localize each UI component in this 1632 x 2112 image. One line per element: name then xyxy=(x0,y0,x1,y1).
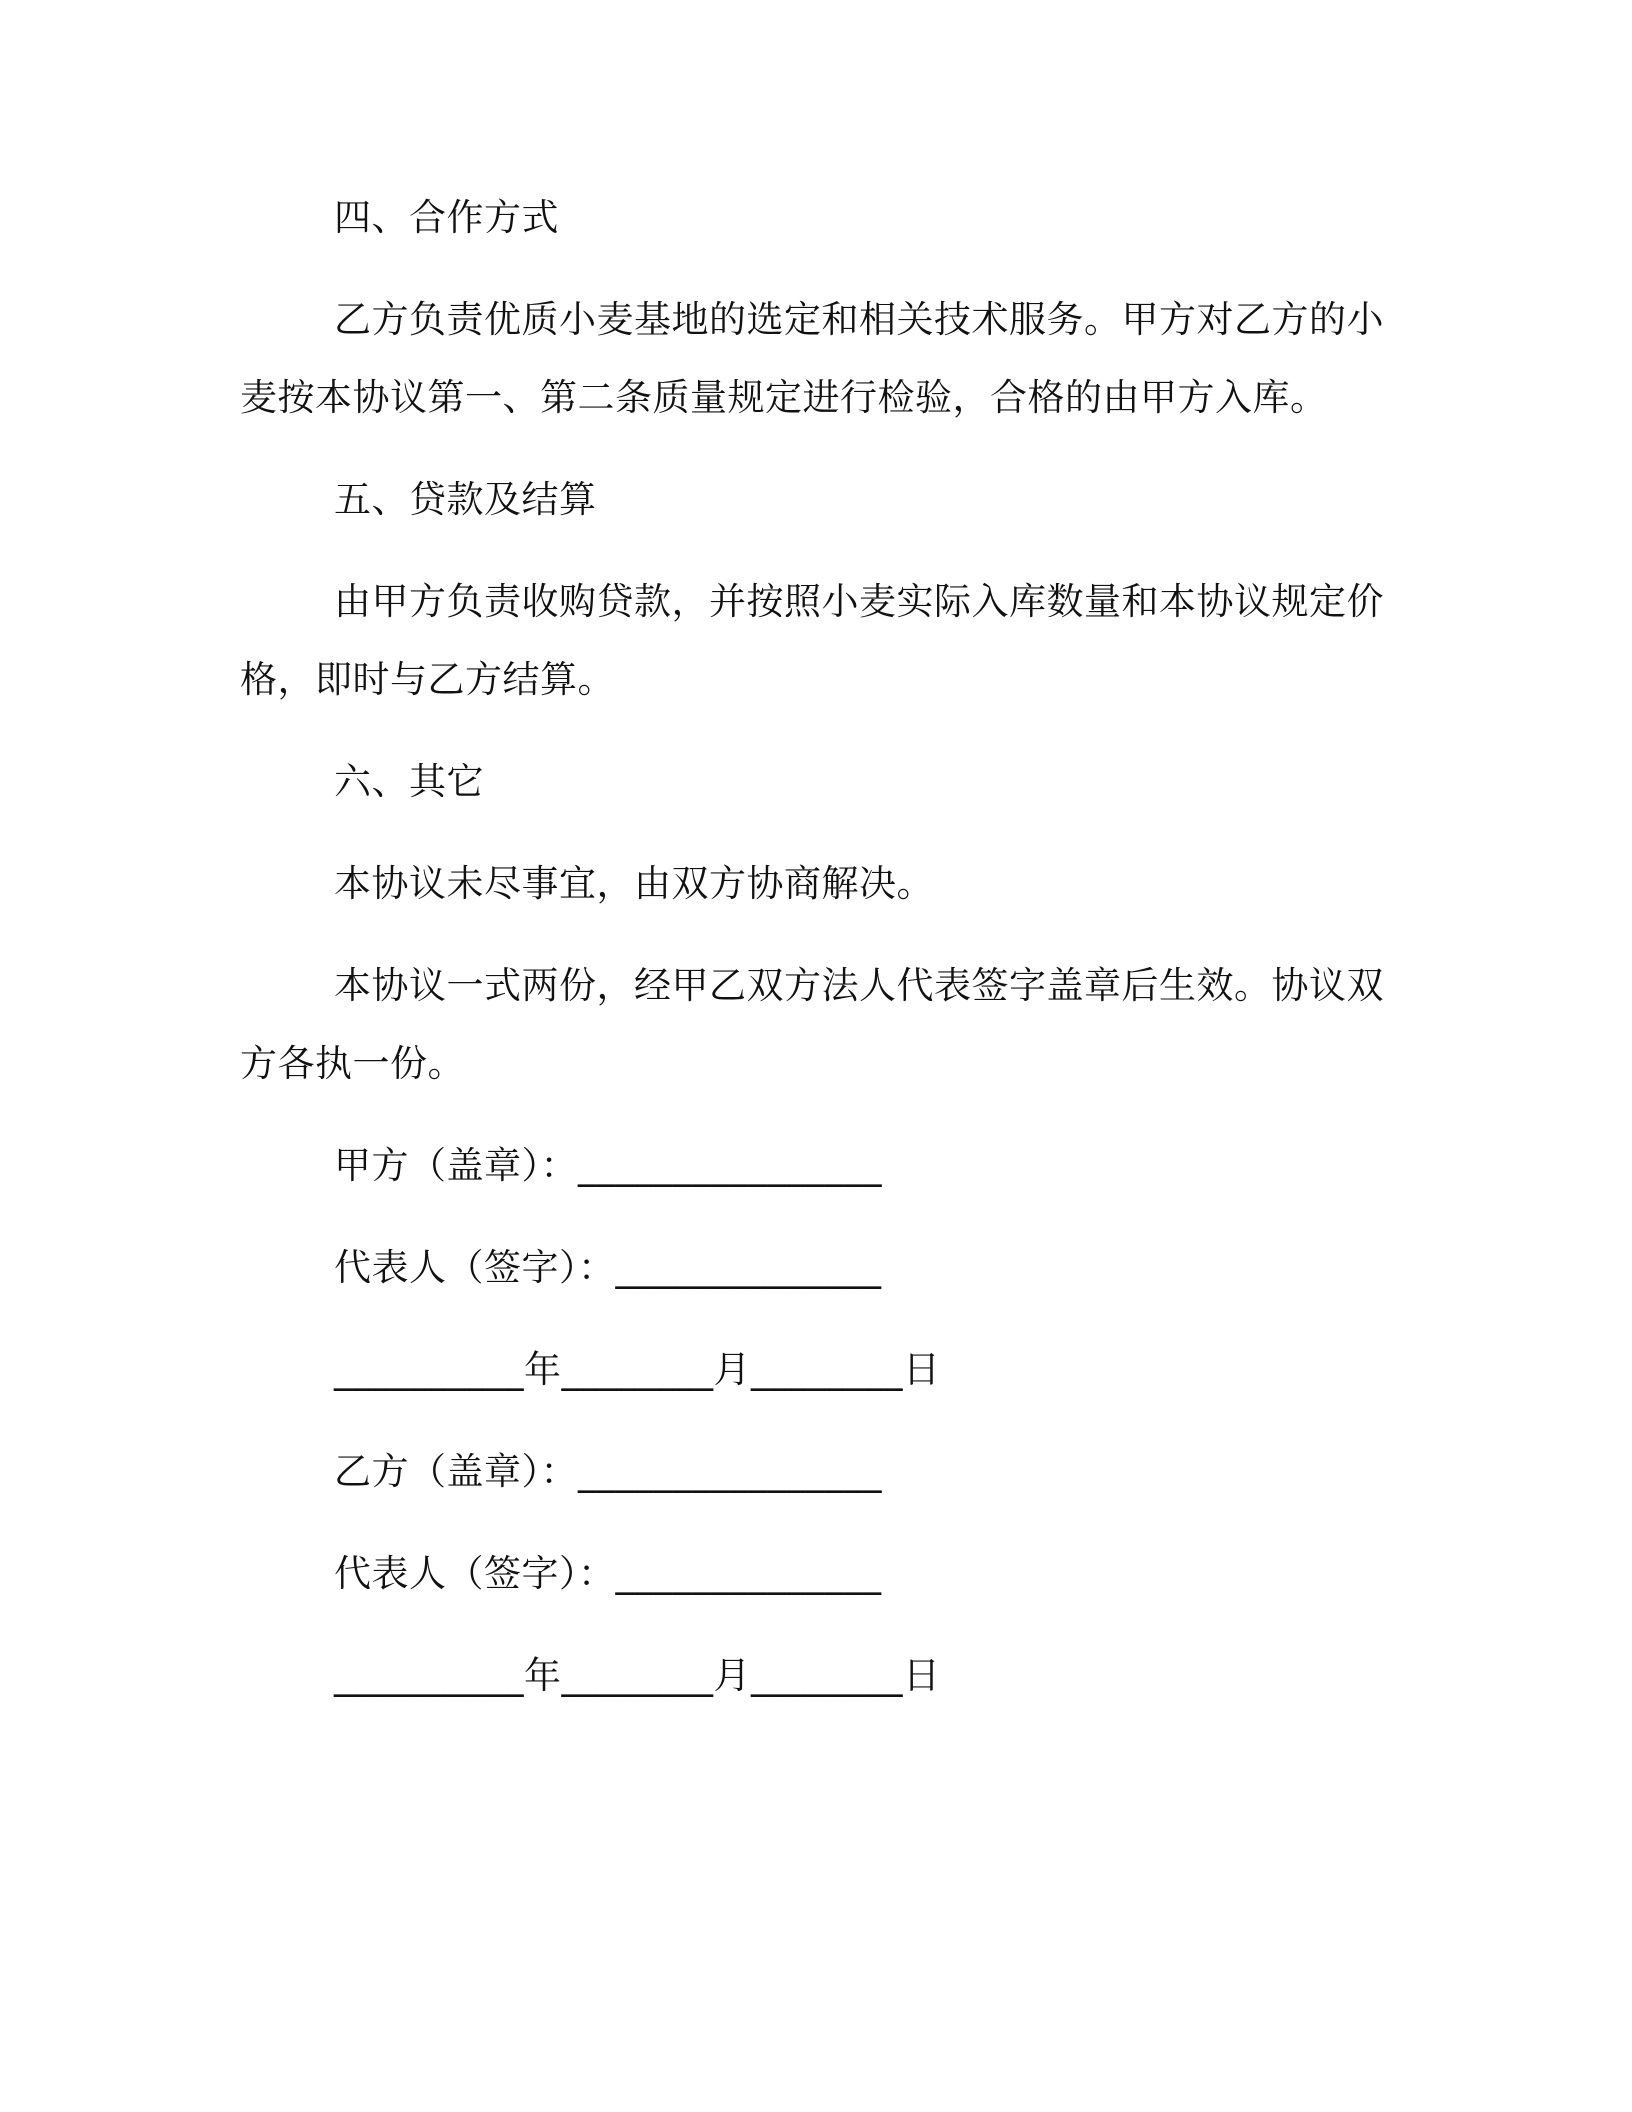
party-b-representative-line: 代表人（签字）：______________ xyxy=(334,1552,882,1595)
party-a-representative-line: 代表人（签字）：______________ xyxy=(334,1246,882,1289)
party-b-date-line: __________年________月________日 xyxy=(334,1654,941,1697)
party-b-seal-line: 乙方（盖章）：________________ xyxy=(334,1450,882,1493)
section-6-paragraph-2-line-2: 方各执一份。 xyxy=(240,1042,465,1085)
section-4-paragraph-line-1: 乙方负责优质小麦基地的选定和相关技术服务。甲方对乙方的小 xyxy=(334,298,1384,341)
section-5-heading: 五、贷款及结算 xyxy=(334,478,597,521)
section-4-heading: 四、合作方式 xyxy=(334,196,559,239)
section-5-paragraph-line-2: 格，即时与乙方结算。 xyxy=(240,658,615,701)
section-6-heading: 六、其它 xyxy=(334,760,484,803)
party-a-date-line: __________年________月________日 xyxy=(334,1348,941,1391)
section-4-paragraph-line-2: 麦按本协议第一、第二条质量规定进行检验，合格的由甲方入库。 xyxy=(240,376,1328,419)
section-6-paragraph-2-line-1: 本协议一式两份，经甲乙双方法人代表签字盖章后生效。协议双 xyxy=(334,964,1384,1007)
section-6-paragraph-1: 本协议未尽事宜，由双方协商解决。 xyxy=(334,862,934,905)
section-5-paragraph-line-1: 由甲方负责收购贷款，并按照小麦实际入库数量和本协议规定价 xyxy=(334,580,1384,623)
party-a-seal-line: 甲方（盖章）：________________ xyxy=(334,1144,882,1187)
